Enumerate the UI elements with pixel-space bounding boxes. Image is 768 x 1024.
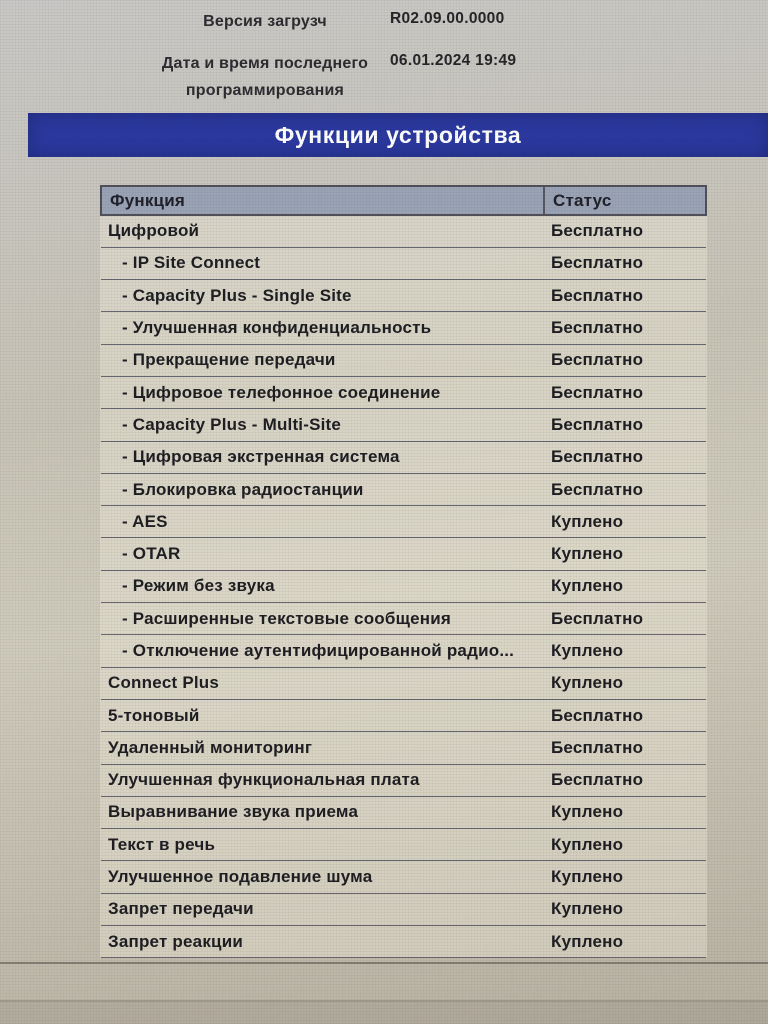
status-cell: Бесплатно <box>544 280 706 312</box>
table-row <box>101 829 706 861</box>
panel-bottom-edge-line <box>0 962 768 964</box>
table-row <box>101 861 706 893</box>
feature-cell: - Capacity Plus - Multi-Site <box>101 409 544 441</box>
section-title-bar <box>28 113 768 157</box>
feature-cell: - OTAR <box>101 538 544 570</box>
status-cell: Бесплатно <box>544 215 706 247</box>
table-row <box>101 667 706 699</box>
feature-cell: - Прекращение передачи <box>101 344 544 376</box>
feature-cell: - Расширенные текстовые сообщения <box>101 603 544 635</box>
table-row <box>101 215 706 247</box>
status-cell: Бесплатно <box>544 344 706 376</box>
status-cell: Бесплатно <box>544 247 706 279</box>
status-cell: Бесплатно <box>544 699 706 731</box>
feature-cell: Улучшенная функциональная плата <box>101 764 544 796</box>
feature-cell: - AES <box>101 506 544 538</box>
bootloader-version-row <box>0 8 768 36</box>
table-row <box>101 376 706 408</box>
table-row <box>101 538 706 570</box>
status-cell: Куплено <box>544 893 706 925</box>
feature-cell: Цифровой <box>101 215 544 247</box>
status-cell: Куплено <box>544 861 706 893</box>
status-cell: Бесплатно <box>544 409 706 441</box>
feature-cell: Улучшенное подавление шума <box>101 861 544 893</box>
feature-cell: Удаленный мониторинг <box>101 732 544 764</box>
status-cell: Куплено <box>544 667 706 699</box>
table-row <box>101 570 706 602</box>
feature-cell: - Отключение аутентифицированной радио... <box>101 635 544 667</box>
table-row <box>101 635 706 667</box>
screen-bottom-strip <box>0 1002 768 1024</box>
feature-cell: - Блокировка радиостанции <box>101 473 544 505</box>
table-row <box>101 732 706 764</box>
feature-cell: Текст в речь <box>101 829 544 861</box>
last-programmed-row <box>0 50 768 105</box>
feature-cell: Запрет реакции <box>101 926 544 958</box>
table-row <box>101 699 706 731</box>
feature-cell: - Цифровое телефонное соединение <box>101 376 544 408</box>
column-header-status: Статус <box>544 186 706 215</box>
table-header-row <box>101 186 706 215</box>
feature-cell: Connect Plus <box>101 667 544 699</box>
status-cell: Бесплатно <box>544 764 706 796</box>
status-cell: Бесплатно <box>544 732 706 764</box>
table-row <box>101 247 706 279</box>
table-row <box>101 926 706 958</box>
last-programmed-value: 06.01.2024 19:49 <box>390 51 517 69</box>
status-cell: Бесплатно <box>544 441 706 473</box>
table-row <box>101 506 706 538</box>
table-row <box>101 473 706 505</box>
status-cell: Бесплатно <box>544 376 706 408</box>
feature-cell: - Capacity Plus - Single Site <box>101 280 544 312</box>
table-row <box>101 603 706 635</box>
status-cell: Куплено <box>544 570 706 602</box>
table-row <box>101 409 706 441</box>
last-programmed-label: Дата и время последнего программирования <box>161 54 369 100</box>
status-cell: Бесплатно <box>544 603 706 635</box>
features-table-body <box>101 215 706 958</box>
status-cell: Бесплатно <box>544 473 706 505</box>
feature-cell: Запрет передачи <box>101 893 544 925</box>
screen-bottom-edge-line <box>0 1000 768 1002</box>
status-cell: Куплено <box>544 635 706 667</box>
feature-cell: - Улучшенная конфиденциальность <box>101 312 544 344</box>
table-row <box>101 312 706 344</box>
table-row <box>101 893 706 925</box>
table-row <box>101 441 706 473</box>
table-row <box>101 796 706 828</box>
feature-cell: - IP Site Connect <box>101 247 544 279</box>
status-cell: Куплено <box>544 538 706 570</box>
column-header-feature: Функция <box>101 186 544 215</box>
feature-cell: - Режим без звука <box>101 570 544 602</box>
feature-cell: - Цифровая экстренная система <box>101 441 544 473</box>
features-table <box>100 185 707 958</box>
page-title: Функции устройства <box>274 121 522 148</box>
feature-cell: 5-тоновый <box>101 699 544 731</box>
bootloader-version-value: R02.09.00.0000 <box>390 10 505 27</box>
bootloader-version-label: Версия загрузч <box>203 13 327 30</box>
report-meta <box>0 8 768 105</box>
status-cell: Бесплатно <box>544 312 706 344</box>
status-cell: Куплено <box>544 926 706 958</box>
feature-cell: Выравнивание звука приема <box>101 796 544 828</box>
table-row <box>101 280 706 312</box>
table-row <box>101 764 706 796</box>
features-table-head <box>101 186 706 215</box>
status-cell: Куплено <box>544 796 706 828</box>
status-cell: Куплено <box>544 506 706 538</box>
status-cell: Куплено <box>544 829 706 861</box>
table-row <box>101 344 706 376</box>
